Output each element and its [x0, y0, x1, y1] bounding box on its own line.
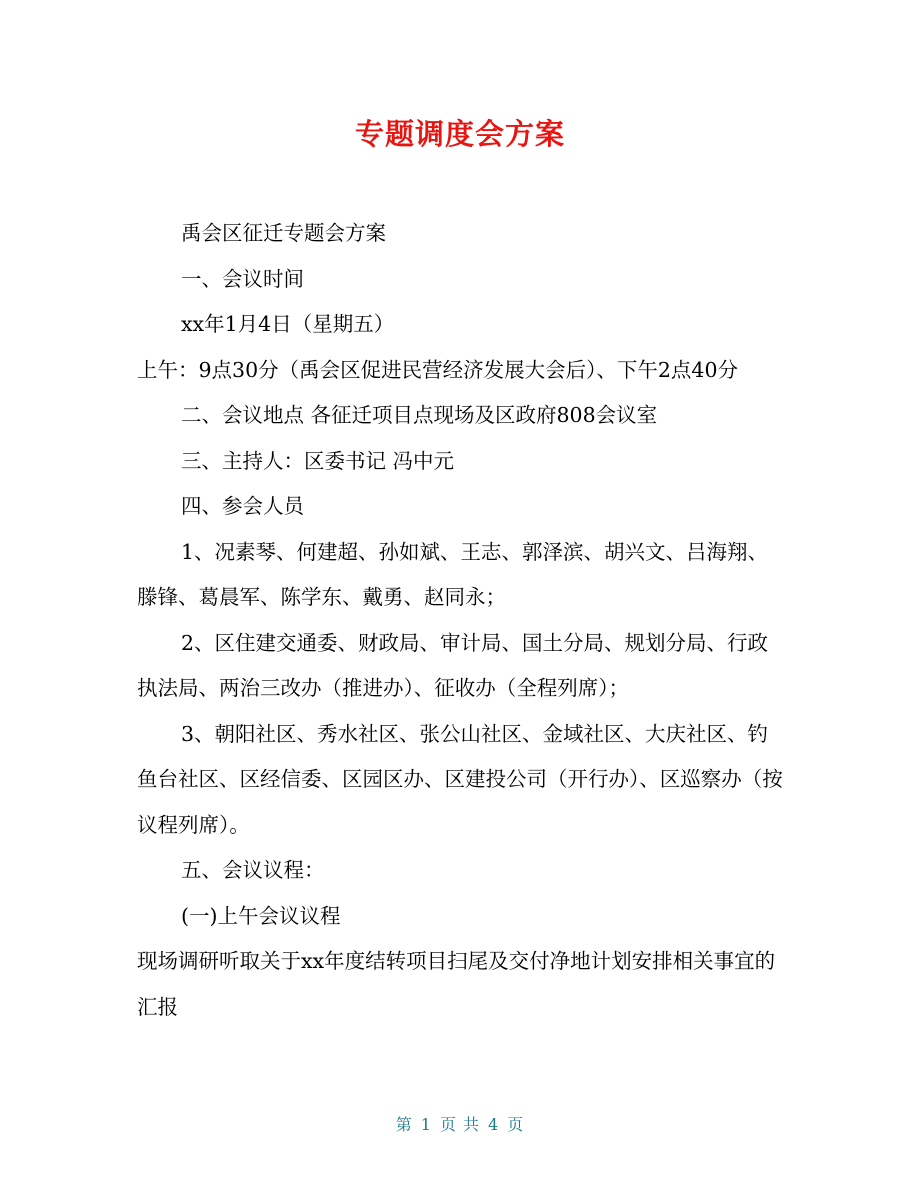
document-body	[137, 211, 783, 1030]
paragraph: (一)上午会议议程	[181, 903, 341, 928]
paragraph: 现场调研听取关于xx年度结转项目扫尾及交付净地计划安排相关事宜的汇报	[137, 949, 776, 1019]
document-title: 专题调度会方案	[354, 117, 565, 151]
footer-page-number: 1	[420, 1115, 432, 1134]
paragraph: 二、会议地点 各征迁项目点现场及区政府808会议室	[181, 403, 658, 427]
paragraph: 3、朝阳社区、秀水社区、张公山社区、金域社区、大庆社区、钓鱼台社区、区经信委、区园区办、区建投公司（开行办）、区巡察办（按议程列席）。	[137, 721, 783, 837]
paragraph: 上午：9点30分（禹会区促进民营经济发展大会后）、下午2点40分	[137, 357, 739, 382]
footer-prefix: 第	[395, 1115, 413, 1134]
paragraph: 一、会议时间	[181, 266, 304, 291]
footer-mid: 页 共	[439, 1115, 481, 1134]
footer-page-total: 4	[488, 1115, 500, 1134]
paragraph: 五、会议议程：	[181, 858, 325, 882]
paragraph: 2、区住建交通委、财政局、审计局、国土分局、规划分局、行政执法局、两治三改办（推进办）、征收办（全程列席）；	[137, 630, 769, 700]
footer-suffix: 页	[507, 1115, 525, 1134]
page-footer	[0, 1113, 920, 1137]
paragraph: xx年1月4日（星期五）	[181, 312, 395, 336]
paragraph: 禹会区征迁专题会方案	[181, 221, 386, 245]
paragraph: 三、主持人：区委书记 冯中元	[181, 448, 455, 473]
paragraph: 1、况素琴、何建超、孙如斌、王志、郭泽滨、胡兴文、吕海翔、滕锋、葛晨军、陈学东、戴勇、赵同永；	[137, 539, 769, 609]
paragraph: 四、参会人员	[181, 494, 304, 518]
